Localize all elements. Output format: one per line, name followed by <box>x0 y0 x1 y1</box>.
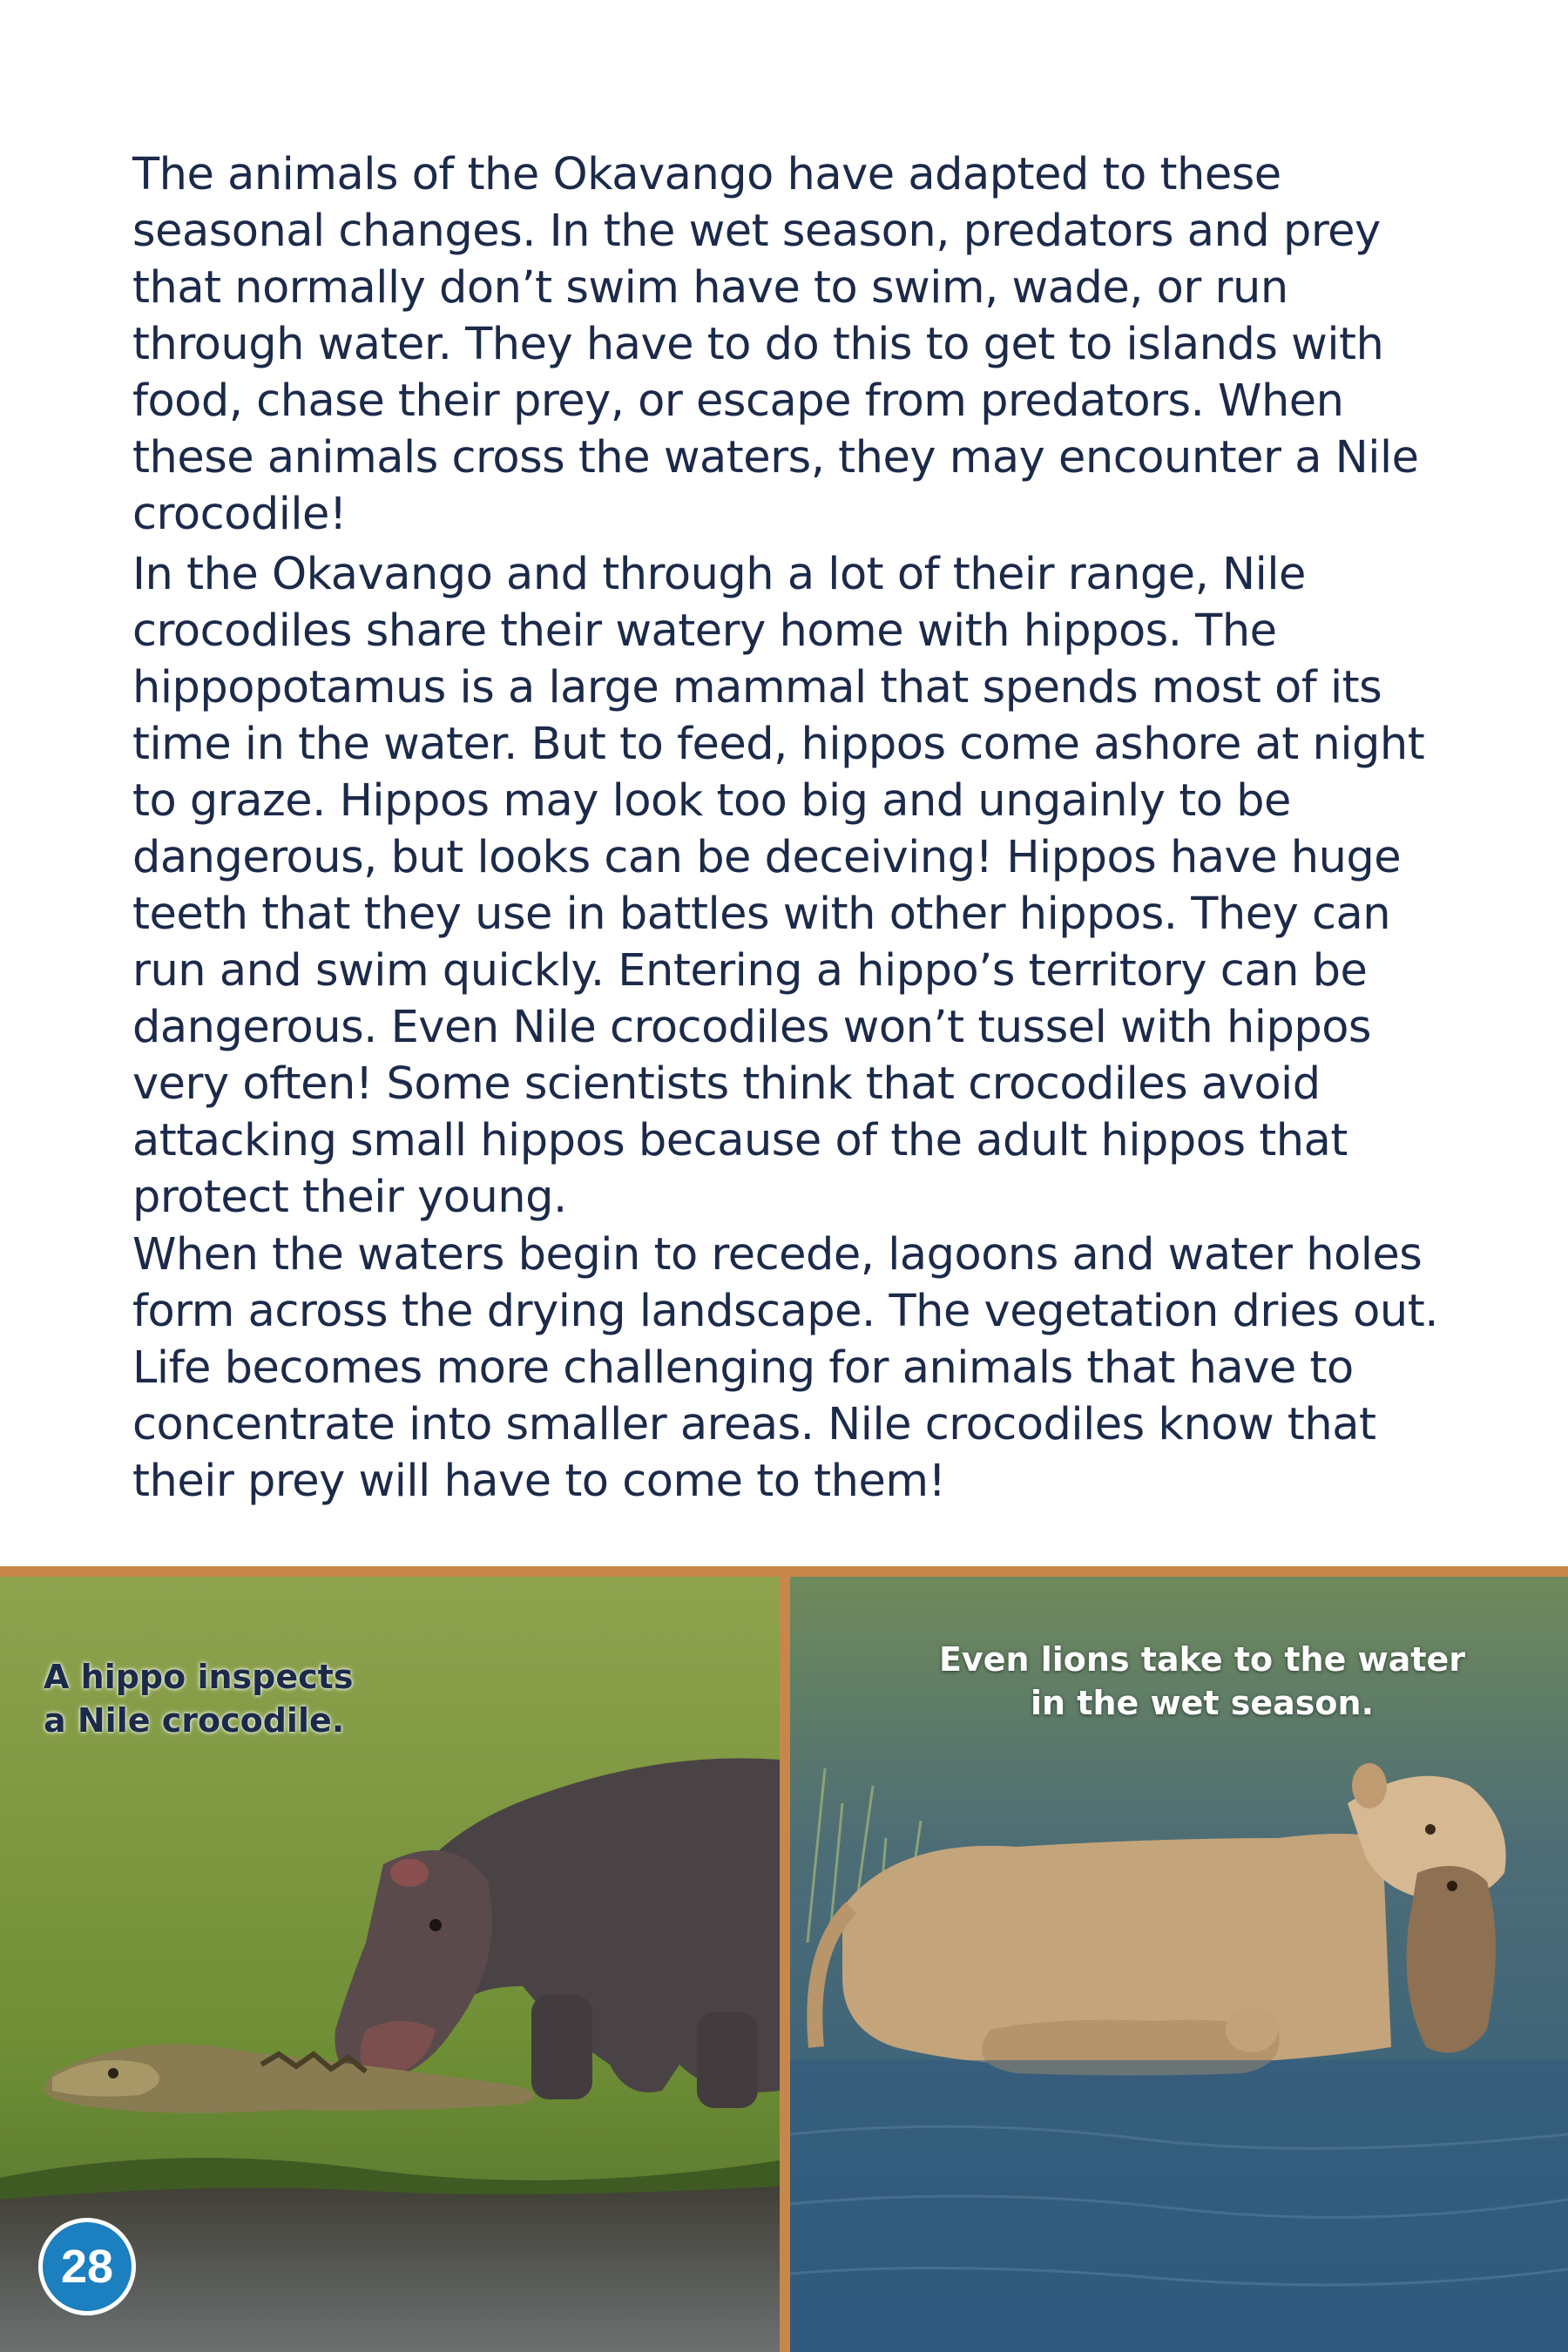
page-number-badge: 28 <box>38 2218 136 2315</box>
paragraph-1: The animals of the Okavango have adapted to these seasonal changes. In the wet season, predators and prey that normally don’t swim have to swim, wade, or run through water. They have to do this to get to islands with food, chase their prey, or escape from predators. When these animals cross the waters, they may encounter a Nile crocodile! <box>132 149 1419 540</box>
left-photo-caption: A hippo inspects a Nile crocodile. <box>44 1658 354 1740</box>
paragraph-2: In the Okavango and through a lot of their range, Nile crocodiles share their watery home with hippos. The hippopotamus is a large mammal that spends most of its time in the water. But to feed, hippos come ashore at night to graze. Hippos may look too big and ungainly to be dangerous, but looks can be deceiving! Hippos have huge teeth that they use in battles with other hippos. They can run and swim quickly. Entering a hippo’s territory can be dangerous. Even Nile crocodiles won’t tussel with hippos very often! Some scientists think that crocodiles avoid attacking small hippos because of the adult hippos that protect their young. <box>132 549 1425 1223</box>
paragraph-3: When the waters begin to recede, lagoons and water holes form across the drying landscape. The vegetation dries out. Life becomes more challenging for animals that have to concentrate into smaller areas. Nile crocodiles know that their prey will have to come to them! <box>132 1229 1438 1507</box>
right-photo-caption: Even lions take to the water in the wet season. <box>938 1640 1466 1722</box>
